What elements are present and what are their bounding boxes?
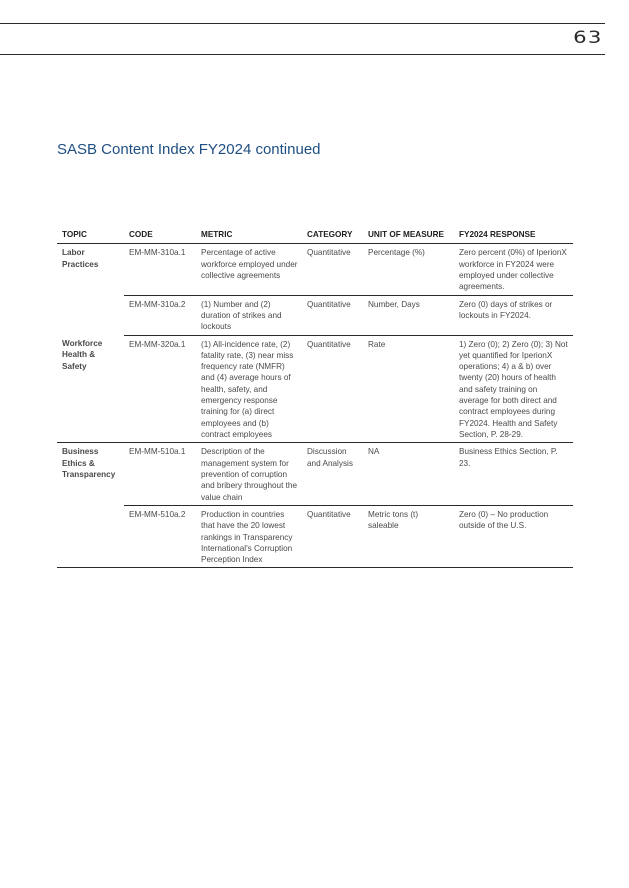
response-cell: 1) Zero (0); 2) Zero (0); 3) Not yet quantified for IperionX operations; 4) a & b) over twenty (20) hours of health and safety training on average for both direct and contract employees during FY2024. Health and Safety Section, P. 28-29.: [454, 335, 573, 443]
header-unit: UNIT OF MEASURE: [363, 226, 454, 244]
metric-cell: (1) All-incidence rate, (2) fatality rate, (3) near miss frequency rate (NMFR) and (4) average hours of health, safety, and emergency response training for (a) direct employees and (b) contract employees: [196, 335, 302, 443]
header-code: CODE: [124, 226, 196, 244]
metric-cell: Description of the management system for prevention of corruption and bribery throughout the value chain: [196, 443, 302, 506]
metric-cell: Percentage of active workforce employed under collective agreements: [196, 244, 302, 295]
response-cell: Zero percent (0%) of IperionX workforce in FY2024 were employed under collective agreements.: [454, 244, 573, 295]
code-cell: EM-MM-310a.1: [124, 244, 196, 295]
unit-cell: Rate: [363, 335, 454, 443]
response-cell: Zero (0) days of strikes or lockouts in FY2024.: [454, 295, 573, 335]
page-title: SASB Content Index FY2024 continued: [57, 141, 321, 158]
table-row: [57, 244, 573, 295]
header-metric: METRIC: [196, 226, 302, 244]
category-cell: Quantitative: [302, 335, 363, 443]
topic-cell: Business Ethics & Transparency: [57, 443, 124, 568]
metric-cell: (1) Number and (2) duration of strikes and lockouts: [196, 295, 302, 335]
table-row: [57, 505, 573, 568]
code-cell: EM-MM-510a.1: [124, 443, 196, 506]
header-topic: TOPIC: [57, 226, 124, 244]
table-header-row: [57, 226, 573, 244]
header-top-rule: [0, 23, 605, 24]
sasb-table: [57, 226, 573, 568]
response-cell: Zero (0) – No production outside of the U.S.: [454, 505, 573, 568]
metric-cell: Production in countries that have the 20 lowest rankings in Transparency International's Corruption Perception Index: [196, 505, 302, 568]
unit-cell: Percentage (%): [363, 244, 454, 295]
header-response: FY2024 RESPONSE: [454, 226, 573, 244]
unit-cell: NA: [363, 443, 454, 506]
header-category: CATEGORY: [302, 226, 363, 244]
code-cell: EM-MM-320a.1: [124, 335, 196, 443]
table-row: [57, 443, 573, 506]
header-bottom-rule: [0, 54, 605, 55]
unit-cell: Metric tons (t) saleable: [363, 505, 454, 568]
page-number: 63: [573, 28, 603, 48]
topic-cell: Labor Practices: [62, 248, 99, 269]
table-row: [57, 295, 573, 335]
topic-cell: Workforce Health & Safety: [57, 335, 124, 443]
category-cell: Quantitative: [302, 244, 363, 295]
response-cell: Business Ethics Section, P. 23.: [454, 443, 573, 506]
code-cell: EM-MM-510a.2: [124, 505, 196, 568]
code-cell: EM-MM-310a.2: [124, 295, 196, 335]
table-row: [57, 335, 573, 443]
category-cell: Quantitative: [302, 295, 363, 335]
category-cell: Discussion and Analysis: [302, 443, 363, 506]
category-cell: Quantitative: [302, 505, 363, 568]
unit-cell: Number, Days: [363, 295, 454, 335]
